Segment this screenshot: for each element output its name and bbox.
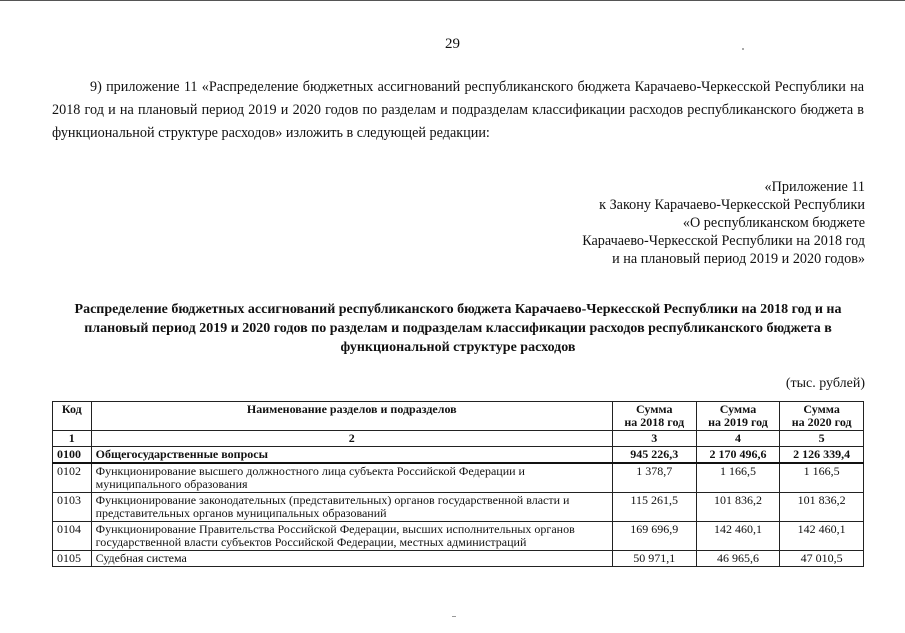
appendix-line: «О республиканском бюджете [682,215,865,231]
header-sum-label: Сумма [719,402,757,416]
row-sum-2019: 101 836,2 [696,493,780,522]
row-sum-2020: 1 166,5 [780,463,864,493]
row-sum-2019: 142 460,1 [696,522,780,551]
appendix-line: «Приложение 11 [764,179,865,195]
row-sum-2020: 142 460,1 [780,522,864,551]
row-code: 0100 [53,447,92,464]
row-sum-2018: 945 226,3 [612,447,696,464]
table-header-row [53,402,864,431]
header-sum-2018 [612,402,696,431]
row-name: Функционирование законодательных (представительных) органов государственной власти и представительных органов муниципальных образований [91,493,612,522]
header-sum-label: Сумма [803,402,840,416]
header-code: Код [53,402,92,431]
column-number: 3 [612,431,696,447]
appendix-line: к Закону Карачаево-Черкесской Республики [599,197,865,213]
row-sum-2018: 1 378,7 [612,463,696,493]
row-code: 0104 [53,522,92,551]
header-sum-year: на 2018 год [624,415,685,429]
column-number: 4 [696,431,780,447]
row-name: Судебная система [91,551,612,567]
table-row [53,522,864,551]
row-sum-2018: 115 261,5 [612,493,696,522]
table-row [53,551,864,567]
column-number-row [53,431,864,447]
row-sum-2018: 169 696,9 [612,522,696,551]
appendix-line: и на плановый период 2019 и 2020 годов» [612,251,865,267]
appendix-reference [582,178,865,268]
row-sum-2020: 47 010,5 [780,551,864,567]
table-row [53,493,864,522]
header-sum-label: Сумма [636,402,673,416]
header-sum-year: на 2020 год [791,415,852,429]
row-sum-2019: 2 170 496,6 [696,447,780,464]
intro-paragraph: 9) приложение 11 «Распределение бюджетных ассигнований республиканского бюджета Карачаево-Черкесской Республики на 2018 год и на плановый период 2019 и 2020 годов по разделам и подразделам классификации расходов республиканского бюджета в функциональной структуре расходов» изложить в следующей редакции: [52,79,864,141]
budget-table [52,401,864,567]
table-title: Распределение бюджетных ассигнований республиканского бюджета Карачаево-Черкесской Республики на 2018 год и на плановый период 2019 и 2020 годов по разделам и подразделам классификации расходов республиканского бюджета в функциональной структуре расходов [74,302,842,355]
units-label: (тыс. рублей) [785,376,865,391]
table-row [53,447,864,464]
table-row [53,463,864,493]
row-sum-2018: 50 971,1 [612,551,696,567]
row-name: Функционирование высшего должностного лица субъекта Российской Федерации и муниципального образования [91,463,612,493]
column-number: 1 [53,431,92,447]
column-number: 2 [91,431,612,447]
row-sum-2019: 46 965,6 [696,551,780,567]
page-number: 29 [445,36,460,52]
appendix-line: Карачаево-Черкесской Республики на 2018 год [582,233,865,249]
header-name: Наименование разделов и подразделов [91,402,612,431]
row-code: 0105 [53,551,92,567]
row-code: 0103 [53,493,92,522]
column-number: 5 [780,431,864,447]
header-sum-2020 [780,402,864,431]
header-sum-2019 [696,402,780,431]
header-sum-year: на 2019 год [708,415,768,429]
top-border-line [0,0,905,1]
row-name: Общегосударственные вопросы [91,447,612,464]
row-sum-2020: 2 126 339,4 [780,447,864,464]
row-sum-2019: 1 166,5 [696,463,780,493]
row-code: 0102 [53,463,92,493]
scan-speck [452,616,456,617]
row-name: Функционирование Правительства Российской Федерации, высших исполнительных органов государственной власти субъектов Российской Федерации, местных администраций [91,522,612,551]
row-sum-2020: 101 836,2 [780,493,864,522]
